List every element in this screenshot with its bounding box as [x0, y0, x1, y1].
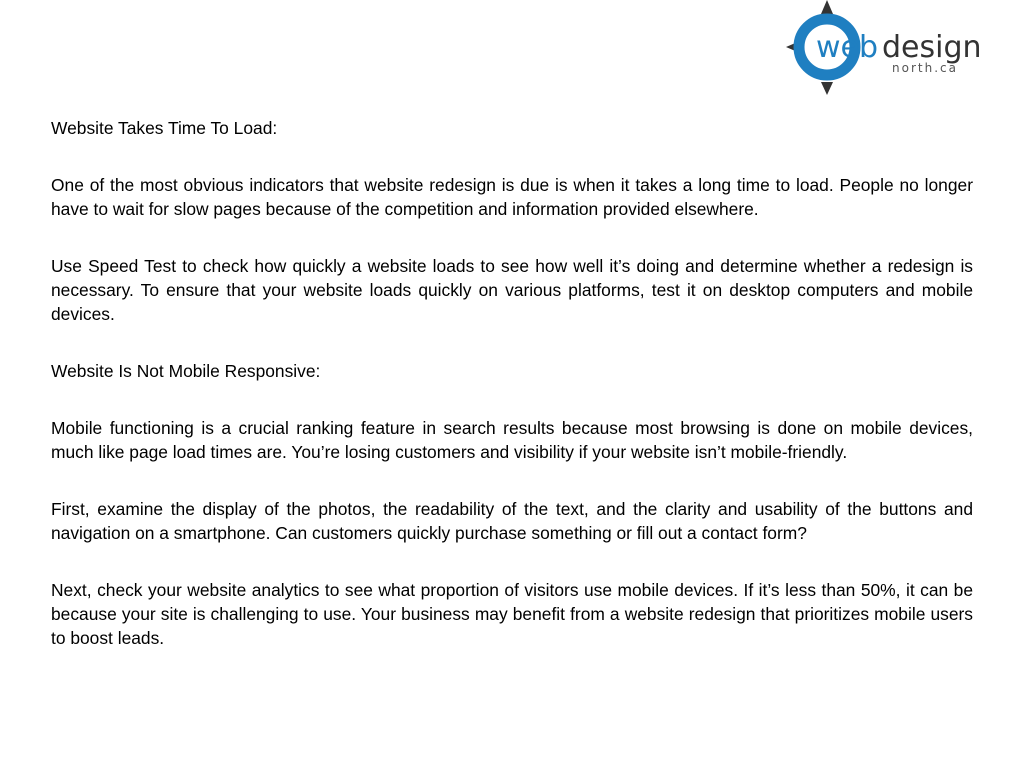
paragraph-analytics: Next, check your website analytics to see what proportion of visitors use mobile devices. If it’s less than 50%, it can be because your site is challenging to use. Your business may benefit from a website redesign that prioritizes mobile users to boost leads. — [51, 580, 973, 648]
paragraph-mobile-ranking: Mobile functioning is a crucial ranking feature in search results because most browsing is done on mobile devices, much like page load times are. You’re losing customers and visibility if your website isn’t mobile-friendly. — [51, 418, 973, 462]
compass-logo-icon — [786, 0, 996, 96]
paragraph-examine-display: First, examine the display of the photos, the readability of the text, and the clarity and usability of the buttons and navigation on a smartphone. Can customers quickly purchase something or fill out a contact form? — [51, 499, 973, 543]
section-heading-mobile: Website Is Not Mobile Responsive: — [51, 361, 321, 381]
webdesign-north-logo — [786, 0, 996, 96]
section-heading-load-time: Website Takes Time To Load: — [51, 118, 278, 138]
logo-primary-text-web: web — [816, 30, 879, 65]
article-content — [51, 116, 973, 683]
paragraph-load-indicator: One of the most obvious indicators that website redesign is due is when it takes a long time to load. People no longer have to wait for slow pages because of the competition and information provided elsewhere. — [51, 175, 973, 219]
logo-primary-text-design: design — [882, 30, 982, 65]
logo-secondary-text: north.ca — [892, 61, 958, 75]
paragraph-speed-test: Use Speed Test to check how quickly a website loads to see how well it’s doing and determine whether a redesign is necessary. To ensure that your website loads quickly on various platforms, test it on desktop computers and mobile devices. — [51, 256, 973, 324]
